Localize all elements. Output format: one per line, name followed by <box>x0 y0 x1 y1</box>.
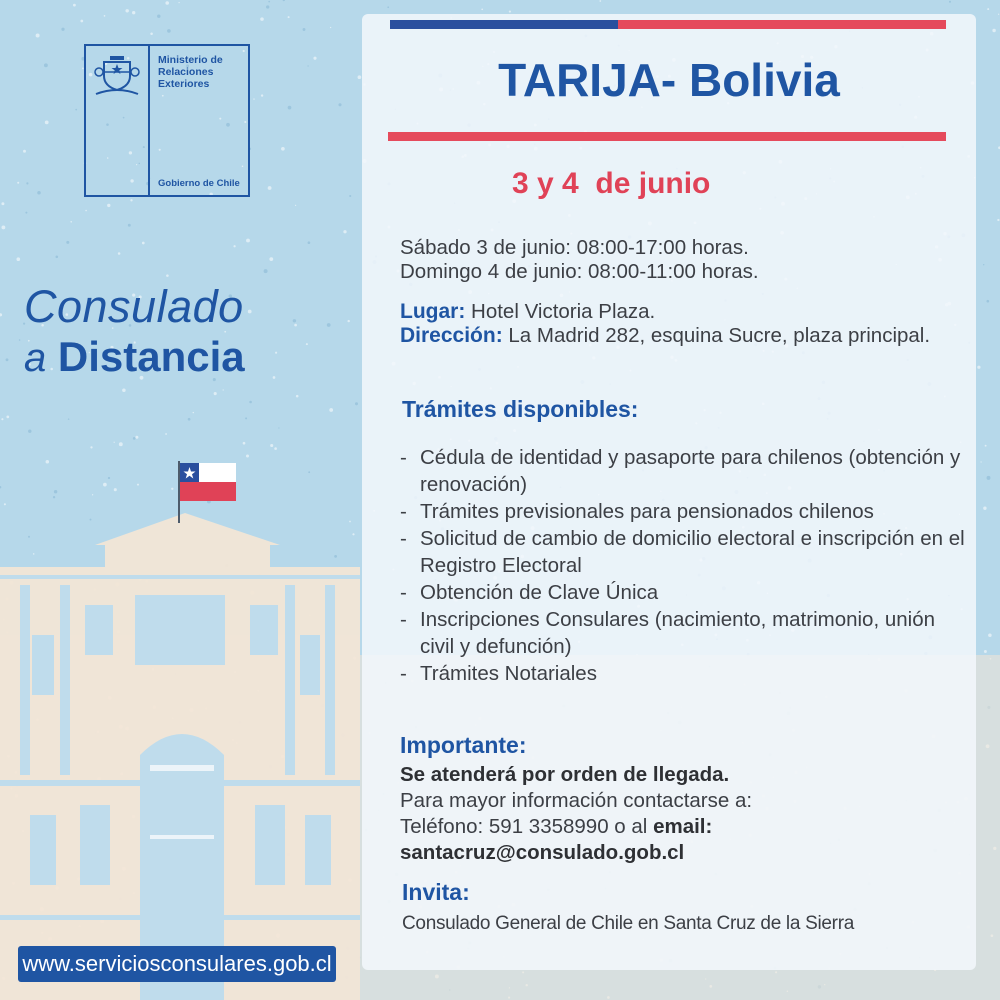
coat-of-arms-icon <box>92 52 142 98</box>
procedures-list <box>400 444 970 687</box>
list-item: - Solicitud de cambio de domicilio electoral e inscripción en el Registro Electoral <box>400 527 965 577</box>
brand-title-line2 <box>24 332 245 383</box>
list-item: - Trámites previsionales para pensionados chilenos <box>400 500 874 523</box>
address-row <box>400 324 960 348</box>
location-block <box>400 300 960 348</box>
ministry-name <box>158 54 248 90</box>
location-label: Lugar: <box>400 300 466 323</box>
address-value: La Madrid 282, esquina Sucre, plaza principal. <box>508 324 931 347</box>
procedure-text: Trámites Notariales <box>420 662 597 685</box>
brand-title-distancia: Distancia <box>57 333 245 380</box>
email-link[interactable]: santacruz@consulado.gob.cl <box>400 841 685 864</box>
ministry-line: Ministerio de <box>158 54 223 66</box>
info-card <box>362 14 976 970</box>
title-underline <box>388 132 946 141</box>
schedule-line: Sábado 3 de junio: 08:00-17:00 horas. <box>400 236 749 259</box>
procedure-text: Solicitud de cambio de domicilio electoral e inscripción en el Registro Electoral <box>420 527 965 577</box>
list-item: - Inscripciones Consulares (nacimiento, matrimonio, unión civil y defunción) <box>400 608 936 658</box>
phone-text: Teléfono: 591 3358990 o al <box>400 815 648 838</box>
schedule-line: Domingo 4 de junio: 08:00-11:00 horas. <box>400 260 759 283</box>
schedule <box>400 236 759 284</box>
flag-bar-blue <box>390 20 618 29</box>
brand-title-a: a <box>24 336 47 380</box>
procedure-text: Obtención de Clave Única <box>420 581 659 604</box>
list-item: - Cédula de identidad y pasaporte para chilenos (obtención y renovación) <box>400 446 961 496</box>
flag-color-bar <box>390 20 946 29</box>
invite-heading: Invita: <box>402 879 470 905</box>
email-label: email: <box>653 815 713 838</box>
procedure-text: Inscripciones Consulares (nacimiento, matrimonio, unión civil y defunción) <box>420 608 936 658</box>
contact-info: Para mayor información contactarse a: <box>400 789 753 812</box>
important-heading: Importante: <box>400 732 527 758</box>
brand-title-line1: Consulado <box>24 281 244 332</box>
ministry-line: Relaciones <box>158 66 214 78</box>
address-label: Dirección: <box>400 324 503 347</box>
ministry-line: Exteriores <box>158 78 210 90</box>
important-block <box>400 762 970 866</box>
procedure-text: Cédula de identidad y pasaporte para chilenos (obtención y renovación) <box>420 446 961 496</box>
government-label: Gobierno de Chile <box>158 178 240 189</box>
flag-bar-red <box>618 20 946 29</box>
procedures-heading: Trámites disponibles: <box>402 396 639 422</box>
event-dates: 3 y 4 de junio <box>512 167 711 200</box>
ministry-logo <box>84 44 250 197</box>
organizer-name: Consulado General de Chile en Santa Cruz de la Sierra <box>402 913 854 934</box>
list-item: - Obtención de Clave Única <box>400 581 659 604</box>
phone-row <box>400 814 970 840</box>
website-link[interactable]: www.serviciosconsulares.gob.cl <box>18 946 336 982</box>
event-place: TARIJA- Bolivia <box>498 54 840 106</box>
location-row <box>400 300 960 324</box>
logo-divider <box>148 46 150 195</box>
list-item: - Trámites Notariales <box>400 662 597 685</box>
chile-flag-icon <box>177 461 237 523</box>
location-value: Hotel Victoria Plaza. <box>471 300 656 323</box>
arrival-notice: Se atenderá por orden de llegada. <box>400 763 730 786</box>
procedure-text: Trámites previsionales para pensionados chilenos <box>420 500 874 523</box>
